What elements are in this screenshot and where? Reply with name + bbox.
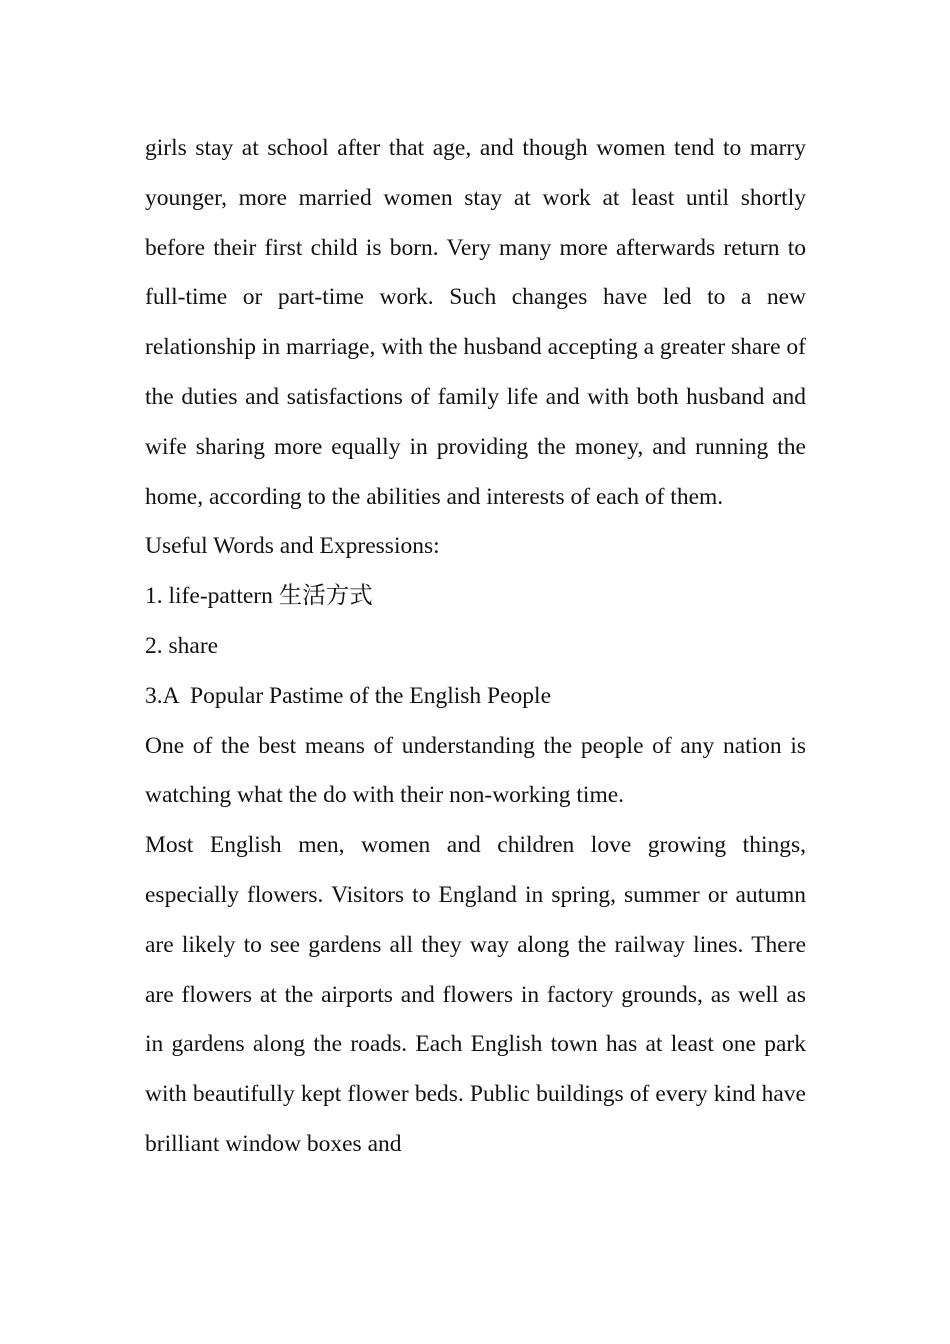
vocab-item-life-pattern: 1. life-pattern 生活方式 <box>145 583 373 610</box>
paragraph-marriage-changes: girls stay at school after that age, and though women tend to marry younger, more married women stay at work at least until shortly before their first child is born. Very many more afterwards return to full-time or part-time work. Such changes have led to a new relationship in marriage, with the husband accepting a greater share of the duties and satisfactions of family life and with both husband and wife sharing more equally in providing the money, and running the home, according to the abilities and interests of each of them. <box>145 135 807 510</box>
paragraph-intro: One of the best means of understanding the people of any nation is watching what the do with their non-working time. <box>145 732 806 809</box>
vocab-item-share: 2. share <box>145 632 219 659</box>
useful-words-heading: Useful Words and Expressions: <box>145 533 440 560</box>
section-title: 3.A Popular Pastime of the English People <box>145 682 551 709</box>
document-body <box>145 124 806 1170</box>
paragraph-gardens: Most English men, women and children love growing things, especially flowers. Visitors to England in spring, summer or autumn are likely to see gardens all they way along the railway lines. There are flowers at the airports and flowers in factory grounds, as well as in gardens along the roads. Each English town has at least one park with beautifully kept flower beds. Public buildings of every kind have brilliant window boxes and <box>145 832 806 1157</box>
